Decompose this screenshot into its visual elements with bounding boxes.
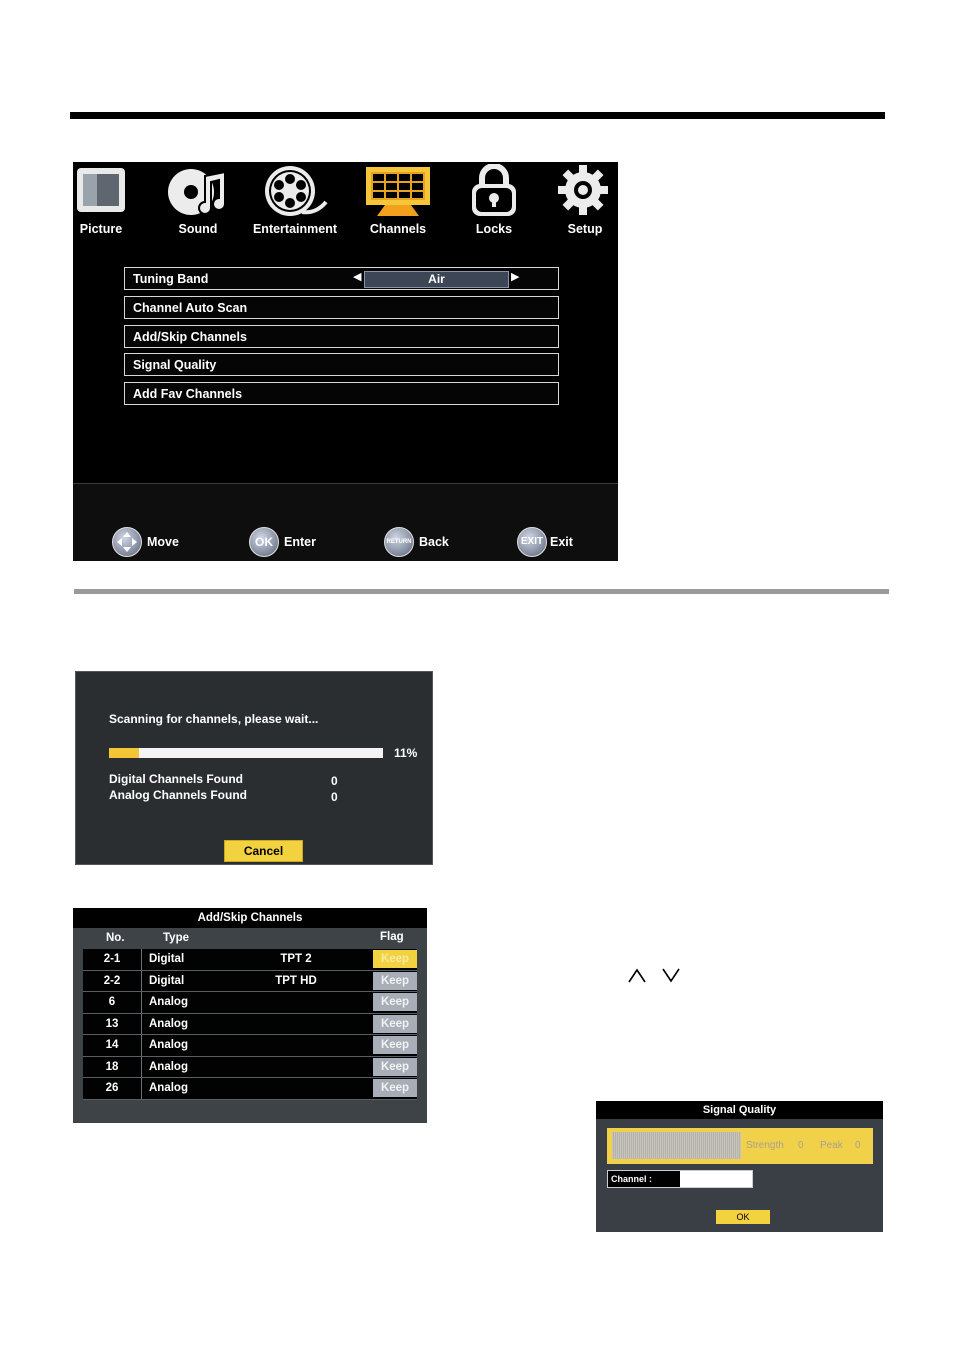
column-separator [141,1035,142,1056]
scan-message: Scanning for channels, please wait... [109,712,319,726]
tab-picture[interactable] [73,162,146,242]
analog-found-value: 0 [331,790,338,804]
menu-item-signal-quality[interactable] [124,353,559,376]
tuning-band-value: Air [364,271,509,288]
column-separator [141,971,142,992]
channel-number: 18 [105,1060,119,1073]
hint-label: Enter [284,535,316,549]
tab-setup[interactable] [540,162,618,242]
channels-menu-screenshot [73,162,618,561]
signal-quality-dialog [596,1101,883,1232]
strength-value: 0 [798,1140,804,1151]
table-row[interactable] [83,949,417,971]
menu-item-label: Add Fav Channels [133,387,243,402]
tab-sound[interactable] [153,162,243,242]
channels-menu-list [124,267,559,411]
channel-type: Digital [149,974,185,987]
film-reel-icon [262,164,328,220]
scan-progress-fill [109,748,139,758]
flag-keep-button[interactable]: Keep [373,993,417,1011]
peak-label: Peak [820,1140,843,1151]
channel-type: Analog [149,996,188,1008]
tab-label: Picture [79,222,123,236]
flag-keep-button[interactable]: Keep [373,1058,417,1076]
column-header-no: No. [106,932,125,944]
tab-label: Channels [369,222,427,236]
menu-item-label: Tuning Band [133,272,209,286]
channel-input-label: Channel : [608,1171,680,1187]
channel-scan-dialog [75,671,433,865]
ok-button[interactable]: OK [716,1210,770,1224]
channel-number: 26 [105,1082,119,1094]
dpad-icon [112,527,142,557]
channel-type: Digital [149,953,185,965]
channel-table [83,949,417,1100]
table-row[interactable] [83,1014,417,1036]
add-skip-channels-screen [73,908,427,1123]
ok-button-icon: OK [249,527,279,557]
add-skip-title: Add/Skip Channels [73,908,427,928]
arrow-left-icon[interactable]: ◀ [353,271,362,283]
table-row[interactable] [83,1078,417,1100]
menu-item-channel-auto-scan[interactable] [124,296,559,319]
menu-item-label: Signal Quality [133,358,217,373]
table-row[interactable] [83,1057,417,1079]
hint-label: Back [419,535,449,549]
channel-number: 2-1 [103,953,121,965]
channels-icon [363,164,433,220]
channel-input[interactable] [607,1170,753,1188]
table-row[interactable] [83,971,417,993]
exit-button-icon: EXIT [517,527,547,557]
flag-keep-button[interactable]: Keep [373,972,417,990]
signal-strength-panel [607,1128,873,1164]
lock-icon [468,164,520,220]
flag-keep-button[interactable]: Keep [373,1079,417,1097]
channel-name: TPT HD [275,974,317,987]
channel-number: 2-2 [103,974,121,987]
digital-found-label: Digital Channels Found [109,772,243,786]
analog-found-label: Analog Channels Found [109,788,247,802]
up-down-arrows [626,964,686,986]
gear-icon [555,164,615,220]
column-separator [141,1078,142,1099]
menu-item-label: Channel Auto Scan [133,300,248,315]
channel-name: TPT 2 [280,953,312,965]
strength-label: Strength [746,1140,784,1151]
cancel-button[interactable]: Cancel [224,840,303,862]
tab-entertainment[interactable] [250,162,340,242]
return-button-icon: RETURN [384,527,414,557]
flag-keep-button[interactable]: Keep [373,950,417,968]
hint-label: Move [147,535,179,549]
column-separator [141,992,142,1013]
channel-type: Analog [149,1017,188,1030]
channel-number: 6 [108,996,116,1008]
column-header-type: Type [163,932,189,944]
hint-label: Exit [550,535,573,549]
tab-label: Locks [475,222,513,236]
channel-number: 14 [105,1039,119,1051]
table-row[interactable] [83,992,417,1014]
menu-item-add-skip-channels[interactable] [124,325,559,348]
signal-strength-meter [612,1132,741,1159]
tab-label: Sound [178,222,218,236]
column-separator [141,1057,142,1078]
channel-number: 13 [105,1017,119,1030]
channel-type: Analog [149,1060,188,1073]
signal-quality-title: Signal Quality [596,1101,883,1119]
scan-progress-label: 11% [394,746,418,760]
section-divider [74,589,889,594]
tab-channels[interactable] [353,162,443,242]
column-header-flag: Flag [380,931,404,943]
menu-footer-hints [73,483,618,561]
table-row[interactable] [83,1035,417,1057]
arrow-right-icon[interactable]: ▶ [511,271,520,283]
channel-type: Analog [149,1082,188,1094]
picture-icon [73,164,129,216]
column-separator [141,949,142,970]
column-separator [141,1014,142,1035]
menu-item-add-fav-channels[interactable] [124,382,559,405]
tab-label: Entertainment [252,222,338,236]
scan-progress-bar [109,748,383,758]
flag-keep-button[interactable]: Keep [373,1036,417,1054]
tab-label: Setup [567,222,603,236]
top-divider [70,112,885,119]
tab-locks[interactable] [449,162,539,242]
chevron-up-icon [629,970,645,982]
menu-item-tuning-band[interactable] [124,267,559,290]
chevron-down-icon [663,969,679,981]
peak-value: 0 [855,1140,861,1151]
menu-item-label: Add/Skip Channels [133,329,247,344]
sound-icon [167,164,229,220]
digital-found-value: 0 [331,774,338,788]
channel-type: Analog [149,1039,188,1051]
flag-keep-button[interactable]: Keep [373,1015,417,1033]
